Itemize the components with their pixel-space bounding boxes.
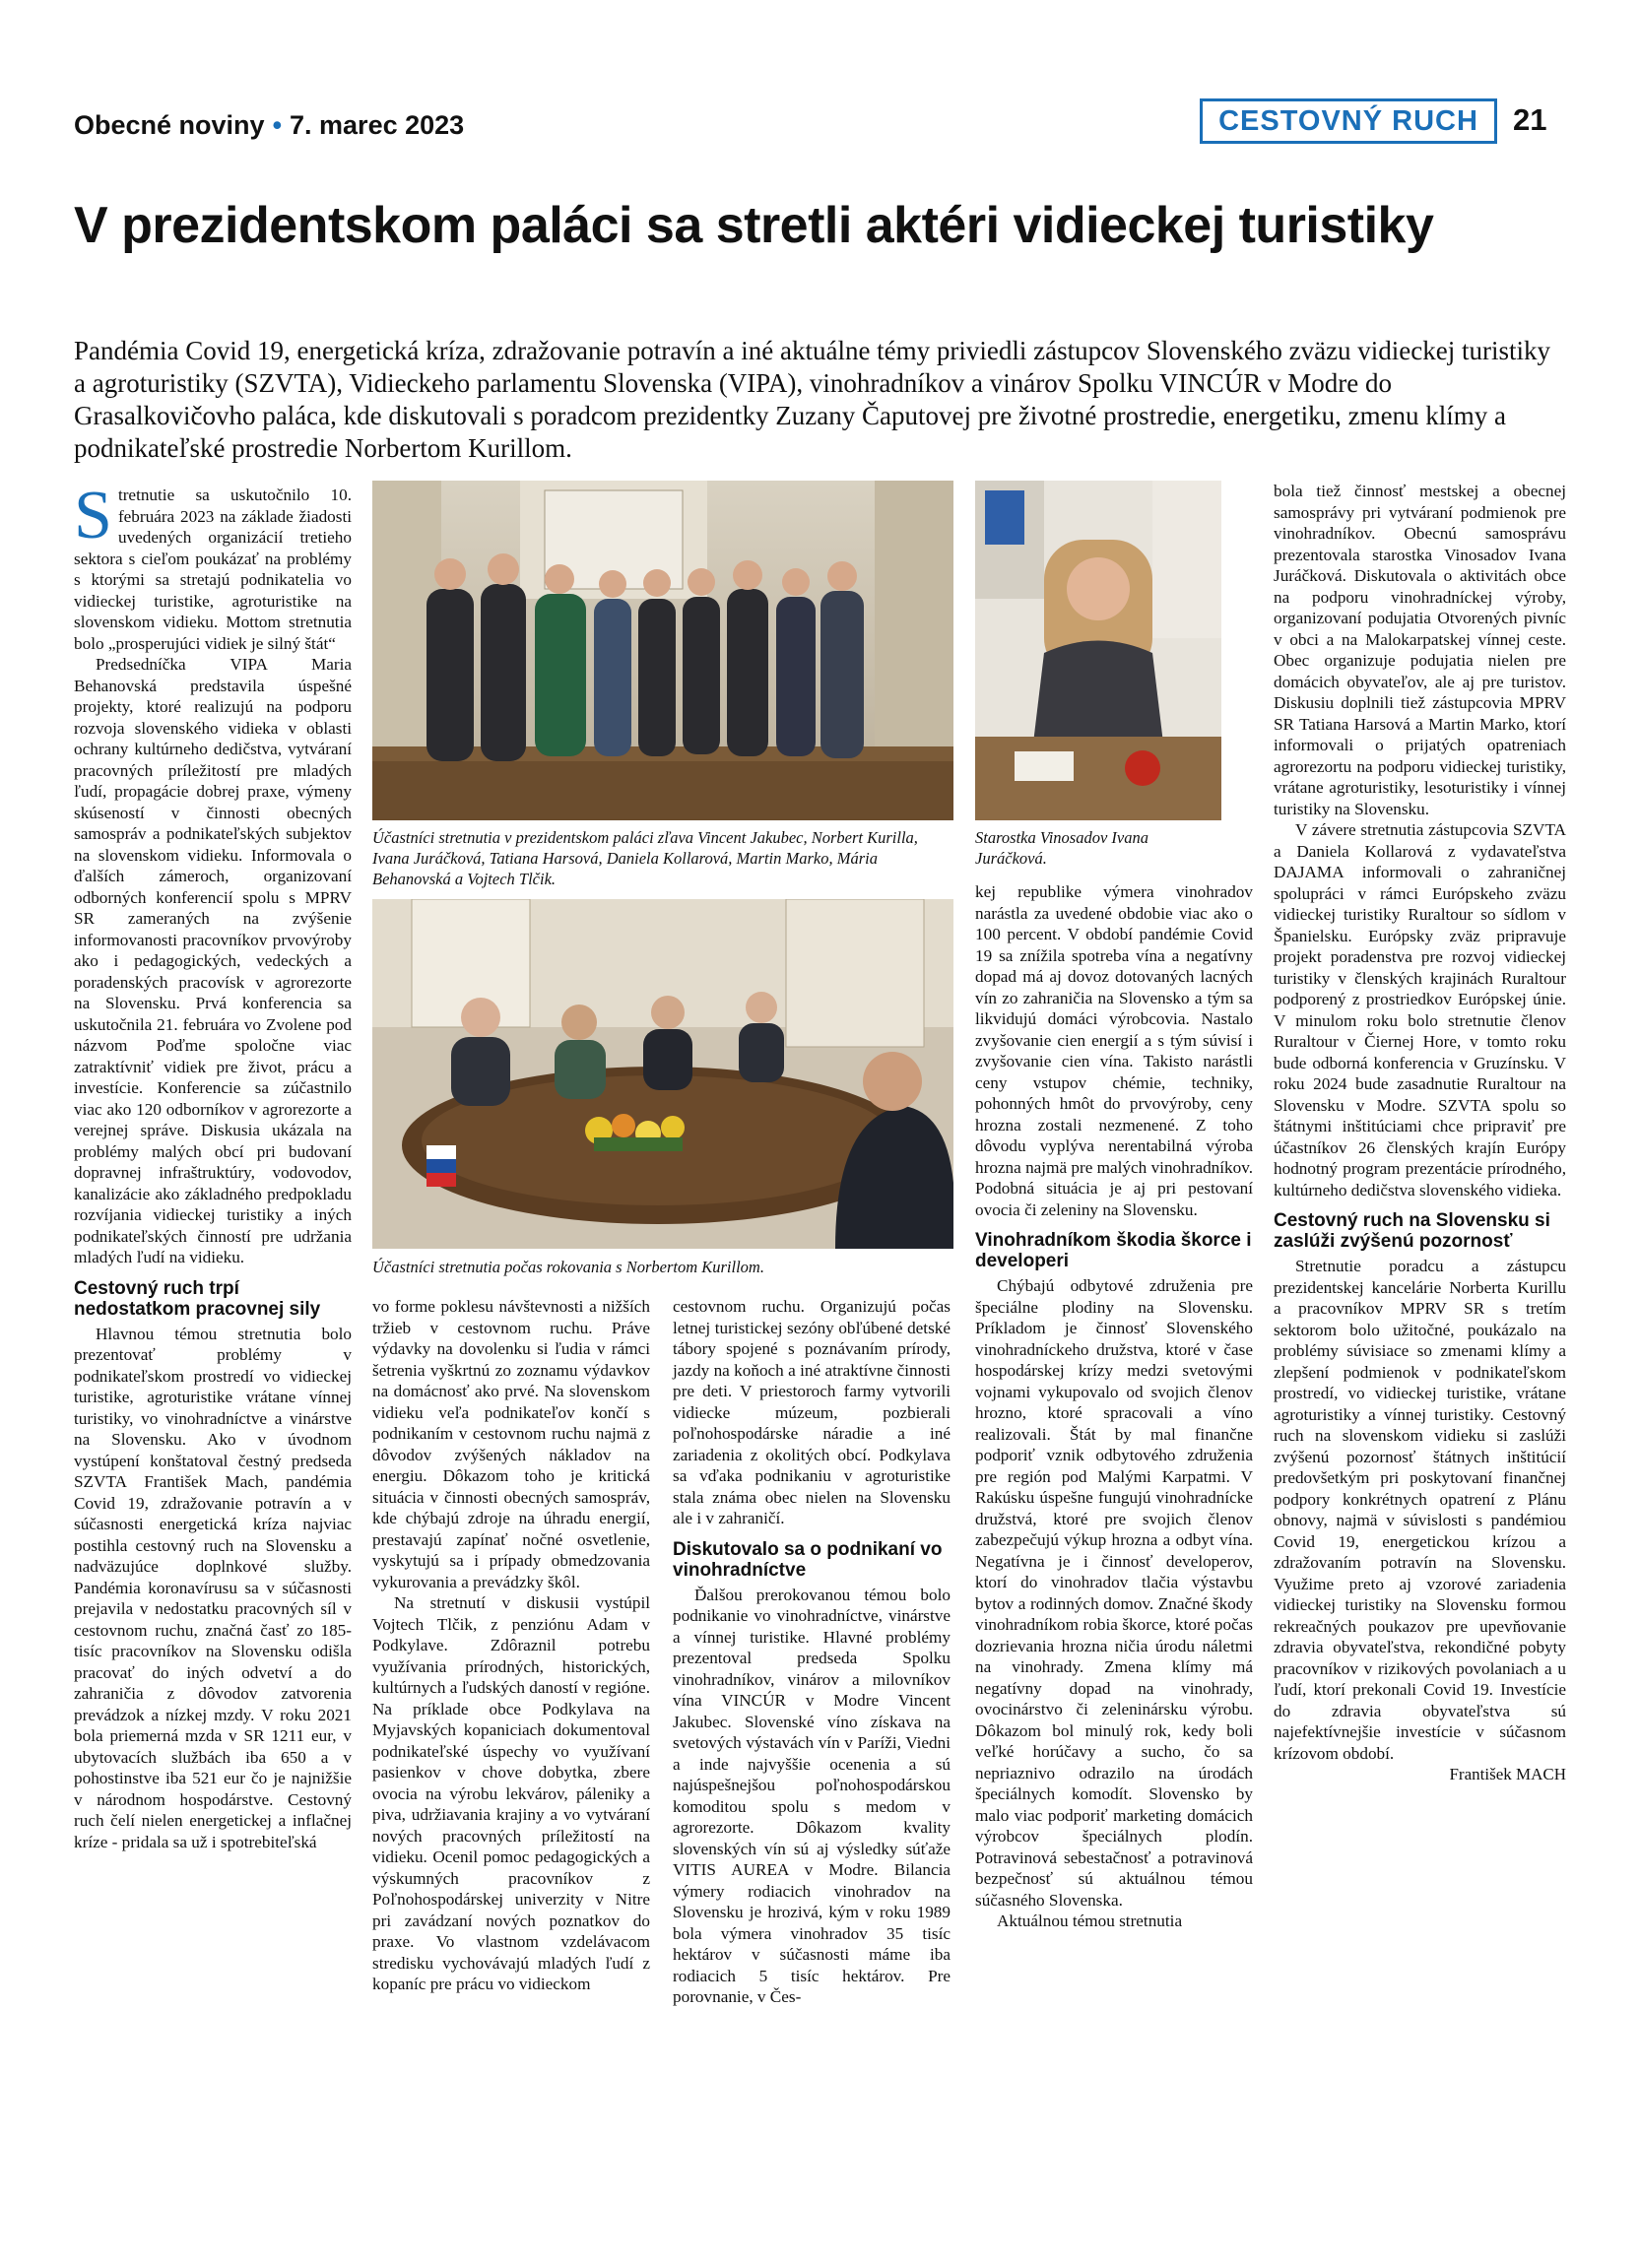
article-column-3 <box>673 1296 951 2008</box>
paragraph: Hlavnou témou stretnutia bolo prezentovať problémy v podnikateľskom prostredí vo vidieckej turistike, agroturistike vrátane vínnej turistiky, vo vinohradníctve a vinárstve na Slovensku. Ako v úvodnom vystúpení konštatoval čestný predseda SZVTA František Mach, pandémia Covid 19, zdražovanie potravín a v súčasnosti energetická kríza najviac postihla cestovný ruch na Slovensku a nadväzujúce doplnkové služby. Pandémia koronavírusu sa v súčasnosti prejavila v nedostatku pracovných síl v cestovnom ruchu, značná časť zo 185- tisíc pracovníkov na Slovensku odišla pracovať do iných odvetví a do zahraničia z dôvodov zatvorenia prevádzok a nízkej mzdy. V roku 2021 bola priemerná mzda v SR 1211 eur, v ubytovacích službách iba 650 a v pohostinstve iba 521 eur čo je najnižšie v národnom hospodárstve. Cestovný ruch čelí nielen energetickej a inflačnej kríze - pridala sa už i spotrebiteľská <box>74 1324 352 1851</box>
article-title: V prezidentskom paláci sa stretli aktéri vidieckej turistiky <box>74 197 1434 254</box>
article-column-2 <box>372 1296 650 1995</box>
paragraph: bola tiež činnosť mestskej a obecnej samosprávy pri vytváraní podmienok pre vinohradníkov. Obecnú samosprávu prezentovala starostka Vinosadov Ivana Juráčková. Diskutovala o aktivitách obce na podporu vinohradníckej výroby, organizovaní podujatia Otvorených pivníc v obci a na Malokarpatskej vínnej ceste. Obec organizuje podujatia nielen pre domácich obyvateľov, ale aj pre turistov. Diskusiu doplnili tiež zástupcovia MPRV SR Tatiana Harsová a Martin Marko, ktorí informovali o prijatých opatreniach agrorezortu na podporu vidieckej turistiky, vrátane agroturistiky, lesoturistiky i vínnej turistiky na Slovensku. <box>1274 482 1566 818</box>
page-number: 21 <box>1513 102 1547 137</box>
newspaper-name: Obecné noviny <box>74 110 265 140</box>
paragraph: V závere stretnutia zástupcovia SZVTA a Daniela Kollarová z vydavateľstva DAJAMA informovali o zahraničnej spolupráci v rámci Európskeho zväzu vidieckej turistiky Ruraltour so sídlom v Španielsku. Európsky zväz pripravuje projekt poradenstva pre rozvoj vidieckej turistiky v členských krajinách Ruraltour podporený z prostriedkov Európskej únie. V minulom roku bolo stretnutie členov Ruraltour v Čiernej Hore, v tomto roku bude odborná konferencia v Gruzínsku. V roku 2024 bude zasadnutie Ruraltour na Slovensku v Modre. SZVTA spolu so štátnymi inštitúciami chce pripraviť pre účastníkov 26 členských krajín Európy hodnotný program prezentácie prírodného, kultúrneho dedičstva slovenského vidieka. <box>1274 820 1566 1199</box>
author-signature: František MACH <box>1449 1765 1566 1783</box>
paragraph: tretnutie sa uskutočnilo 10. februára 2023 na základe žiadosti uvedených organizácií tretieho sektora s cieľom poukázať na problémy s ktorými sa stretajú podnikatelia vo vidieckej turistike, agroturistike na slovenskom vidieku. Mottom stretnutia bolo „prosperujúci vidiek je silný štát“ <box>74 486 352 653</box>
article-column-5 <box>1274 481 1566 1785</box>
paragraph: Ďalšou prerokovanou témou bolo podnikanie vo vinohradníctve, vinárstve a vínnej turistike. Hlavné problémy prezentoval predseda Spolku vinohradníkov, vinárov a milovníkov vína VINCÚR v Modre Vincent Jakubec. Slovenské víno získava na svetových výstavách vín v Paríži, Viedni a inde najvyššie ocenenia a sú najúspešnejšou poľnohospodárskou komoditou spolu s medom v agrorezorte. Dôkazom kvality slovenských vín sú aj výsledky súťaže VITIS AUREA v Modre. Bilancia výmery rodiacich vinohradov na Slovensku je hrozivá, kým v roku 1989 bola výmera vinohradov 35 tisíc hektárov v súčasnosti máme iba rodiacich 5 tisíc hektárov. Pre porovnanie, v Čes- <box>673 1585 951 2006</box>
photo-caption: Účastníci stretnutia v prezidentskom paláci zľava Vincent Jakubec, Norbert Kurilla, Ivana Juráčková, Tatiana Harsová, Daniela Kollarová, Martin Marko, Mária Behanovská a Vojtech Tlčik. <box>372 828 918 888</box>
meeting-photo-image <box>372 899 953 1249</box>
subheading: Vinohradníkom škodia škorce i developeri <box>975 1230 1252 1271</box>
paragraph: Stretnutie poradcu a zástupcu prezidentskej kancelárie Norberta Kurillu a pracovníkov MPRV SR s tretím sektorom bolo užitočné, poukázalo na problémy súvisiace so zmenami klímy a zlepšení podmienok v podnikateľskom prostredí, vo vidieckej turistike, vrátane agroturistiky a vínnej turistiky. Cestovný ruch na slovenskom vidieku si zaslúži zvýšenú pozornosť štátnych inštitúcií predovšetkým pri poskytovaní finančnej podpory konkrétnych opatrení z Plánu obnovy, najmä v súvislosti s pandémiou Covid 19, energetickou krízou a zdražovaním potravín na Slovensku. Využime preto aj vzorové zariadenia vidieckej turistiky na Slovensku formou rekreačných poukazov pre upevňovanie zdravia obyvateľstva, rekondičné pobyty pracovníkov v rizikových povolaniach a u ľudí, ktorí prekonali Covid 19. Investície do zdravia obyvateľstva sú najefektívnejšie investície v súčasnom krízovom období. <box>1274 1257 1566 1763</box>
paragraph: Na stretnutí v diskusii vystúpil Vojtech Tlčik, z penziónu Adam v Podkylave. Zdôraznil potrebu využívania prírodných, historických, kultúrnych a ľudských daností v regióne. Na príklade obce Podkylava na Myjavských kopaniciach dokumentoval podnikateľské úspechy vo využívaní pasienkov v chove dobytka, zbere ovocia na výrobu lekvárov, páleniky a piva, udržiavania krajiny a vo vytváraní nových pracovných príležitostí na vidieku. Ocenil pomoc pedagogických a výskumných pracovníkov z Poľnohospodárskej univerzity v Nitre pri zavádzaní nových poznatkov do praxe. Vo vlastnom vzdelávacom stredisku vychovávajú mladých ľudí z kopaníc pre prácu vo vidieckom <box>372 1593 650 1993</box>
issue-date: 7. marec 2023 <box>290 110 465 140</box>
subheading: Cestovný ruch trpí nedostatkom pracovnej sily <box>74 1277 321 1320</box>
photo-caption: Starostka Vinosadov Ivana Juráčková. <box>975 828 1148 868</box>
mayor-photo <box>975 481 1221 820</box>
article-column-1 <box>74 478 352 1852</box>
section-label: CESTOVNÝ RUCH <box>1200 98 1497 144</box>
paragraph: vo forme poklesu návštevnosti a nižších tržieb v cestovnom ruchu. Práve výdavky na dovolenku si ľudia v rámci šetrenia vyškrtnú zo zoznamu výdavkov na domácnosť ako prvé. Na slovenskom vidieku veľa podnikateľov končí s podnikaním v cestovnom ruchu najmä z dôvodov zvýšených nákladov na energiu. Dôkazom toho je kritická situácia v činnosti obecných samospráv, kde chýbajú zdroje na úhradu energií, prestavajú zapínať nočné osvetlenie, vyskytujú sa i prípady obmedzovania vykurovania a prevádzky škôl. <box>372 1297 650 1591</box>
drop-cap: S <box>74 478 112 553</box>
article-column-4 <box>975 881 1253 1932</box>
meeting-photo <box>372 899 953 1249</box>
paragraph: cestovnom ruchu. Organizujú počas letnej turistickej sezóny obľúbené detské tábory spojené s poznávaním prírody, jazdy na koňoch a iné atraktívne činnosti pre deti. V priestoroch farmy vytvorili vidiecke múzeum, pozbierali poľnohospodárske náradie a iné zariadenia z okolitých obcí. Podkylava sa vďaka podnikaniu v agroturistike stala známa obec nielen na Slovensku ale i v zahraničí. <box>673 1297 951 1527</box>
paragraph: kej republike výmera vinohradov narástla za uvedené obdobie viac ako o 100 percent. V období pandémie Covid 19 sa znížila spotreba vína a negatívny dopad má aj dovoz dotovaných lacných vín zo zahraničia na Slovensko a tým sa likvidujú domáci výrobcovia. Nastalo zvyšovanie cien energií a s tým súvisí i zvyšovanie cien vína. Takisto narástli ceny vstupov chémie, techniky, pohonných hmôt do prvovýroby, ceny hrozna zostali nezmenené. Z toho dôvodu vyplýva nerentabilná výroba hrozna najmä pre malých vinohradníkov. Podobná situácia je aj pri pestovaní ovocia či zeleniny na Slovensku. <box>975 882 1253 1219</box>
mayor-photo-image <box>975 481 1221 820</box>
group-photo <box>372 481 953 820</box>
paragraph: Predsedníčka VIPA Maria Behanovská predstavila úspešné projekty, ktoré realizujú na podporu rozvoja slovenského vidieka v oblasti ochrany kultúrneho dedičstva, vytváraní pracovných príležitostí pre mladých ľudí, propagácie dobrej praxe, výmeny skúseností v činnosti obecných samospráv a podnikateľských subjektov na slovenskom vidieku. Informovala o ďalších zámeroch, organizovaní odborných konferencií spolu s MPRV SR zameraných na zvýšenie informovanosti pracovníkov prvovýroby ako i pedagogických, vedeckých a poradenských pracovísk v agrorezorte na Slovensku. Prvá konferencia sa uskutočnila 21. februára vo Zvolene pod názvom Poďme spoločne viac zatraktívniť vidiek pre život, prácu a investície. Konferencie sa zúčastnilo viac ako 120 odborníkov v agrorezorte a verejnej správe. Diskusia ukázala na problémy malých obcí pri budovaní dopravnej infraštruktúry, vodovodov, kanalizácie ako základného predpokladu rozvíjania vidieckej turistiky a iných podnikateľských činností pre udržania mladých ľudí na vidieku. <box>74 655 352 1266</box>
newspaper-header <box>74 110 464 141</box>
subheading: Diskutovalo sa o podnikaní vo vinohradníctve <box>673 1538 943 1581</box>
paragraph: Aktuálnou témou stretnutia <box>997 1912 1183 1930</box>
header-separator: • <box>272 110 283 140</box>
paragraph: Chýbajú odbytové združenia pre špeciálne plodiny na Slovensku. Príkladom je činnosť Slovenského vinohradníckeho družstva, ktoré v čase hospodárskej krízy medzi svetovými vojnami vykupovalo od svojich členov hrozno, ktoré spracovali a víno realizovali. Štát by mal finančne podporiť vznik odbytového združenia pre región pod Malými Karpatmi. V Rakúsku úspešne fungujú vinohradnícke družstvá, ktoré pre svojich členov zabezpečujú výkup hrozna a odbyt vína. Negatívna je i činnosť developerov, ktorí do vinohradov tlačia výstavbu bytov a rodinných domov. Značné škody vinohradníkom robia škorce, ktoré počas dozrievania hrozna ničia úrodu náletmi na vinohrady. Zmena klímy má negatívny dopad na vinohrady, ovocinárstvo či zeleninársku výrobu. Dôkazom bol minulý rok, kedy boli veľké horúčavy a sucho, čo sa nepriaznivo odrazilo na úrodách špeciálnych komodít. Slovensko by malo viac podporiť marketing domácich výrobcov špeciálnych plodín. Potravinová sebestačnosť a potravinová bezpečnosť sú aktuálnou témou súčasného Slovenska. <box>975 1276 1253 1910</box>
article-lead: Pandémia Covid 19, energetická kríza, zdražovanie potravín a iné aktuálne témy priviedli zástupcov Slovenského zväzu vidieckej turistiky a agroturistiky (SZVTA), Vidieckeho parlamentu Slovenska (VIPA), vinohradníkov a vinárov Spolku VINCÚR v Modre do Grasalkovičovho paláca, kde diskutovali s poradcom prezidentky Zuzany Čaputovej pre životné prostredie, energetiku, zmenu klímy a podnikateľské prostredie Norbertom Kurillom. <box>74 336 1551 463</box>
group-photo-image <box>372 481 953 820</box>
photo-caption: Účastníci stretnutia počas rokovania s Norbertom Kurillom. <box>372 1258 764 1276</box>
subheading: Cestovný ruch na Slovensku si zaslúži zvýšenú pozornosť <box>1274 1210 1550 1252</box>
